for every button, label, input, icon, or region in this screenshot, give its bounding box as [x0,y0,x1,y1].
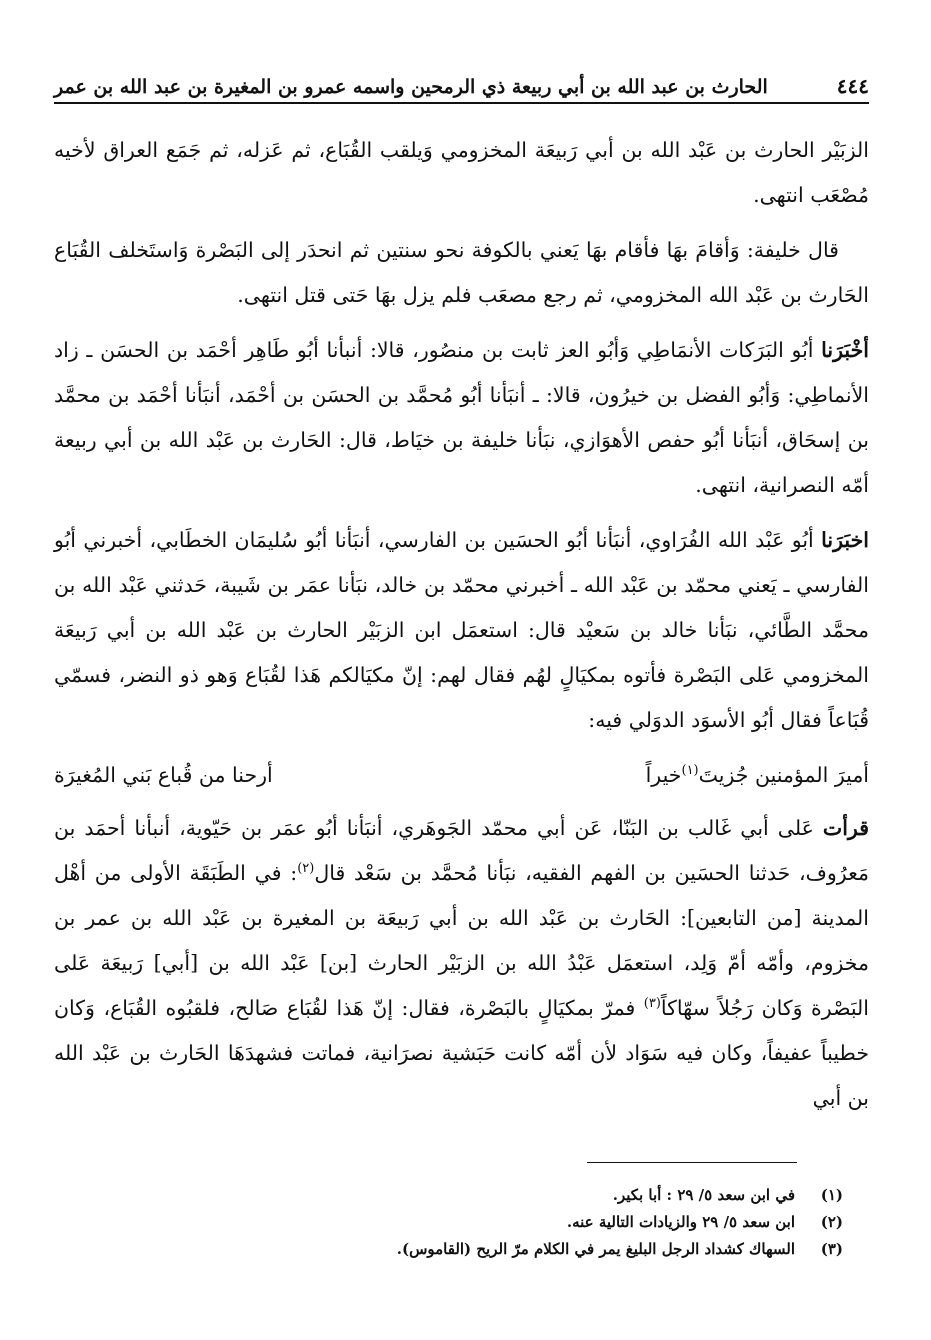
footnote [54,1236,843,1263]
paragraph [54,228,869,318]
header-rule [54,102,869,104]
running-header [54,68,869,98]
paragraph-text: الزبَيْر الحارث بن عَبْد الله بن أبي رَبيعَة المخزومي وَيلقب القُبَاع، ثم عَزله، ثم جَمَع العراق لأخيه مُصْعَب انتهى. [54,138,869,207]
main-text [54,128,869,1131]
footnote-number: (١) [820,1186,843,1204]
footnote-text: السهاك كشداد الرجل البليغ يمر في الكلام مرّ الريح (القاموس). [396,1240,795,1258]
footnote-rule [587,1162,797,1163]
verse-first-hemistich: أميرَ المؤمنين جُزيتَ$^{(١)}$خيراً [645,763,869,787]
footnote [54,1209,843,1236]
footnote-number: (٣) [820,1240,843,1258]
paragraph: قرأت عَلى أبي غَالب بن البَنّا، عَن أبي محمّد الجَوهَري، أنبَأنا أبُو عمَر بن حَيّوية، أنبأنا أحمَد بن مَعرُوف، حَدثنا الحسَين بن الفهم الفقيه، نبَأنا مُحمَّد بن سَعْد قال$^{(٢)}$: في الطَبَقَة الأولى من أهْل المدينة [من التابعين]: الحَارث بن عَبْد الله بن أبي رَبيعَة بن المغيرة بن عَبْد الله بن عمر بن مخزوم، وأمّه أمّ وَلِد، استعمَل عَبْدُ الله بن الزبَيْر الحارث [بن] عَبْد الله بن [أبي] رَبيعَة عَلى البَصْرة وَكان رَجُلاً سهّاكاً$^{(٣)}$ فمرّ بمكيَالٍ بالبَصْرة، فقال: إنّ هَذا لقُبَاع صَالح، فلقبُوه القُبَاع، وَكان خطيباً عفيفاً، وكان فيه سَوَاد لأن أمّه كانت حَبَشية نصرَانية، فماتت فشهدَهَا الحَارث بن عَبْد الله بن أبي [54,816,869,1110]
footnote-ref: (٢) [297,861,315,877]
page-number: ٤٤٤ [836,74,869,98]
poem-verse [54,753,869,798]
running-title: الحارث بن عبد الله بن أبي ربيعة ذي الرمحين واسمه عمرو بن المغيرة بن عبد الله بن عمر [54,76,768,98]
paragraph-lead: اخبَرَنا [821,528,869,552]
footnote-ref: (١) [681,763,699,779]
footnote-text: ابن سعد ٥/ ٢٩ والزيادات التالية عنه. [566,1213,795,1231]
footnotes [54,1182,843,1263]
paragraph-text: أبُو عَبْد الله الفُرَاوي، أنبَأنا أبُو الحسَين بن الفارسي، أنبَأنا أبُو سُليمَان الخطَابي، أخبرني أبُو الفارسي ـ يَعني محمّد بن عَبْد الله ـ أخبرني محمّد بن خالد، نبَأنا عمَر بن شَيبة، حَدثني عَبْد الله بن محمَّد الطَّائي، نبَأنا خالد بن سَعيْد قال: استعمَل ابن الزبَيْر الحارث بن عَبْد الله بن أبي رَبيعَة المخزومي عَلى البَصْرة فأتوه بمكيَالٍ لهُم فقال لهم: إنّ مكيَالكم هَذا لقُبَاع وَهو ذو النضر، فسمّي قُبَاعاً فقال أبُو الأسوَد الدوَلي فيه: [54,528,869,732]
paragraph-lead: أخْبَرَنا [821,338,869,362]
paragraph [54,328,869,508]
verse-second-hemistich: أرحنا من قُباع بَني المُغيرَة [54,763,273,787]
paragraph [54,518,869,743]
paragraph-text: أبُو البَرَكات الأنمَاطِي وَأبُو العز ثابت بن منصُور، قالا: أنبأنا أبُو طَاهِر أحْمَد بن الحسَن ـ زاد الأنماطِي: وَأبُو الفضل بن خيرُون، قالا: ـ أنبَأنا أبُو مُحمَّد بن الحسَن بن أحْمَد، أنبَأنا أحْمَد بن محمَّد بن إسحَاق، أنبَأنا أبُو حفص الأهوَازي، نبَأنا خليفة بن خيَاط، قال: الحَارث بن عَبْد الله بن أبي ربيعة أمّه النصرانية، انتهى. [54,338,869,497]
footnote-ref: (٣) [643,996,661,1012]
footnote-number: (٢) [820,1213,843,1231]
paragraph-lead: قرأت [822,816,869,840]
footnote [54,1182,843,1209]
footnote-text: في ابن سعد ٥/ ٢٩ : أبا بكير. [612,1186,795,1204]
paragraph-text: قال خليفة: وَأقامَ بهَا فأقام بهَا يَعني بالكوفة نحو سنتين ثم انحدَر إلى البَصْرة وَاستَخلف القُبَاع الحَارث بن عَبْد الله المخزومي، ثم رجع مصعَب فلم يزل بهَا حَتى قتل انتهى. [54,238,869,307]
paragraph [54,128,869,218]
